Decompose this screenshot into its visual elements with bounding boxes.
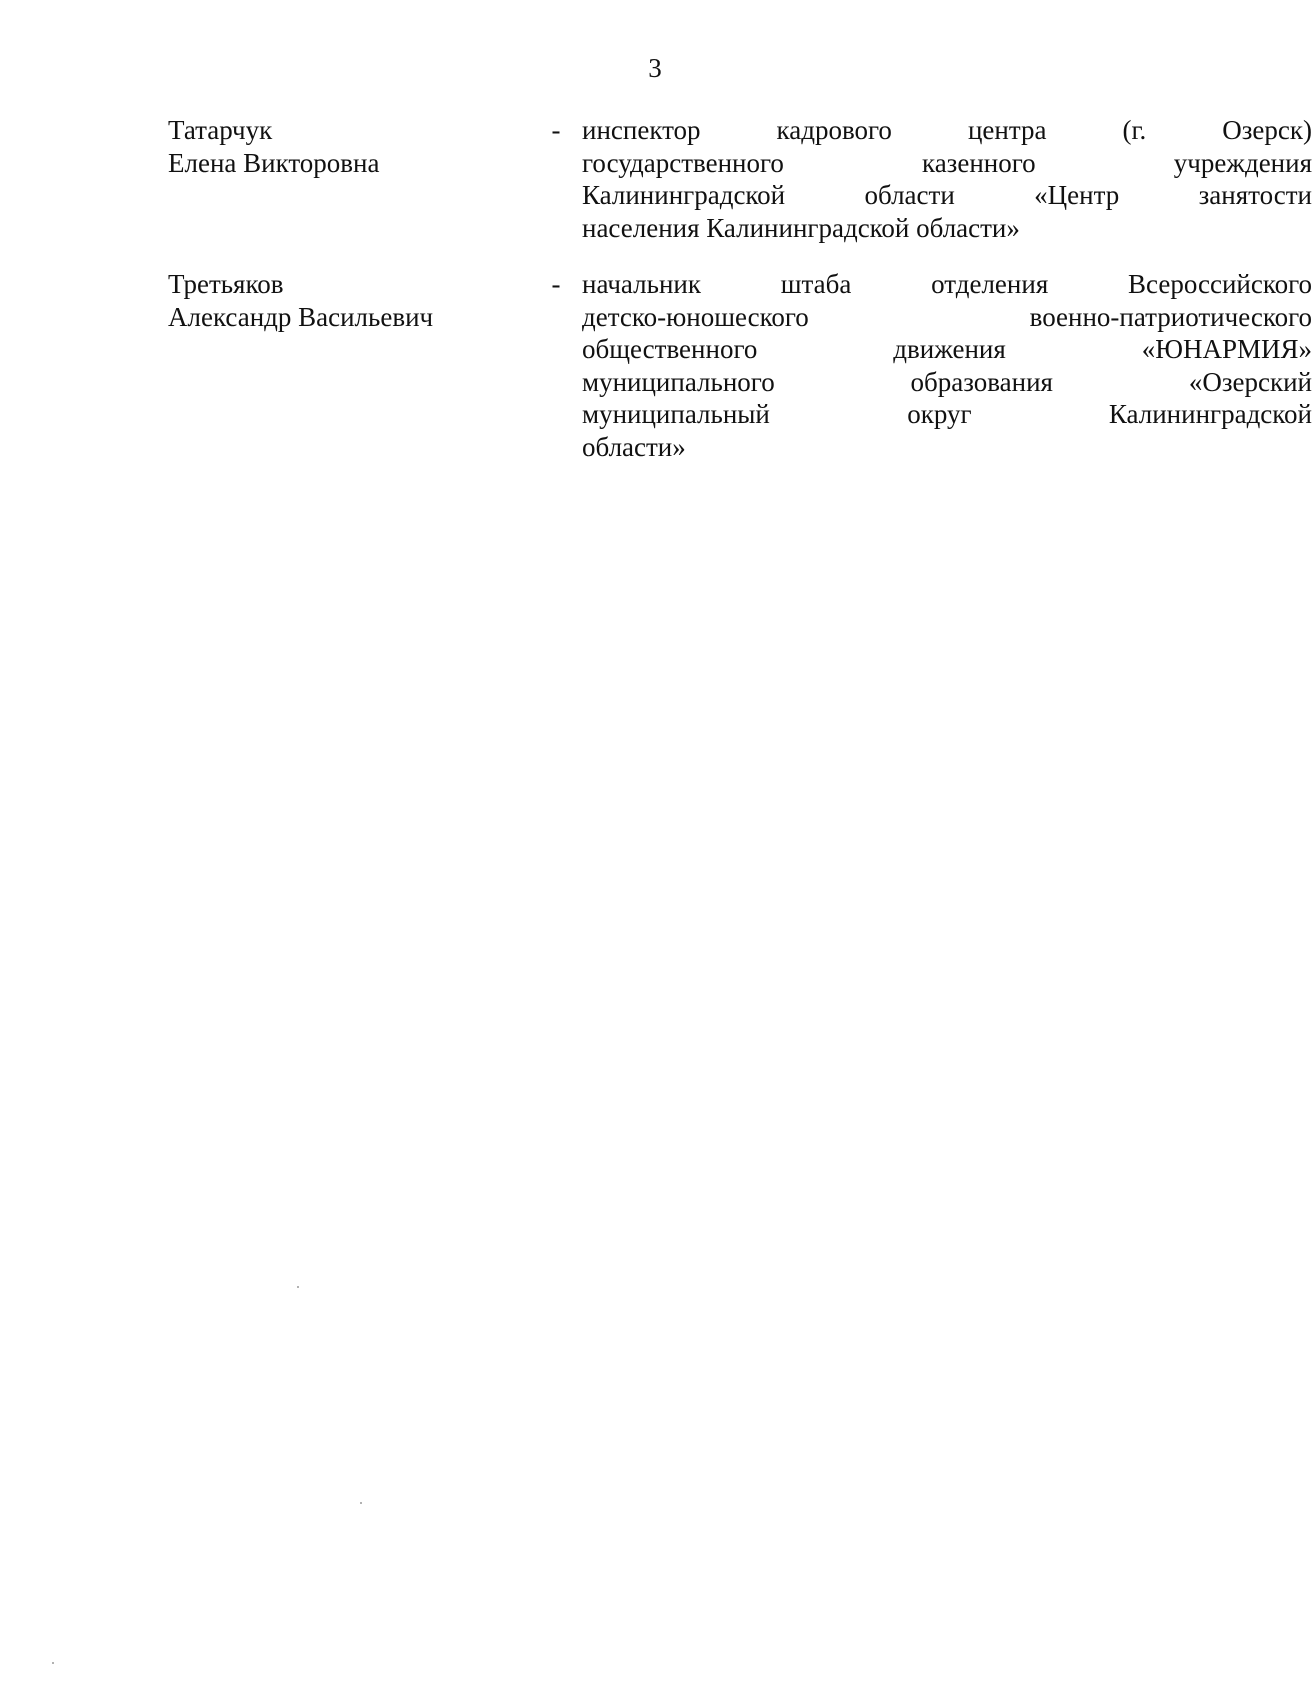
position-line: муниципального образования «Озерский: [582, 366, 1312, 397]
scan-speck: [52, 1662, 54, 1664]
position-line: муниципальный округ Калининградской: [582, 399, 1312, 429]
member-name: [168, 268, 538, 333]
page-number: 3: [648, 53, 662, 83]
scan-speck: [360, 1502, 362, 1504]
position-line: инспектор кадрового центра (г. Озерск): [582, 115, 1312, 145]
member-name: [168, 114, 538, 179]
member-given-names: Александр Васильевич: [168, 301, 434, 332]
entry-dash: -: [551, 269, 561, 299]
member-surname: Татарчук: [168, 115, 273, 145]
member-position: [582, 268, 1312, 463]
member-position: [582, 114, 1312, 244]
member-surname: Третьяков: [168, 269, 284, 299]
scan-speck: [297, 1286, 299, 1288]
position-line: области»: [582, 431, 686, 462]
member-given-names: Елена Викторовна: [168, 147, 380, 178]
position-line: начальник штаба отделения Всероссийского: [582, 269, 1312, 299]
position-line: государственного казенного учреждения: [582, 147, 1312, 178]
position-line: общественного движения «ЮНАРМИЯ»: [582, 334, 1312, 364]
position-line: Калининградской области «Центр занятости: [582, 180, 1312, 210]
entry-dash: -: [551, 115, 561, 145]
position-line: населения Калининградской области»: [582, 212, 1020, 243]
position-line: детско-юношеского военно-патриотического: [582, 301, 1312, 332]
